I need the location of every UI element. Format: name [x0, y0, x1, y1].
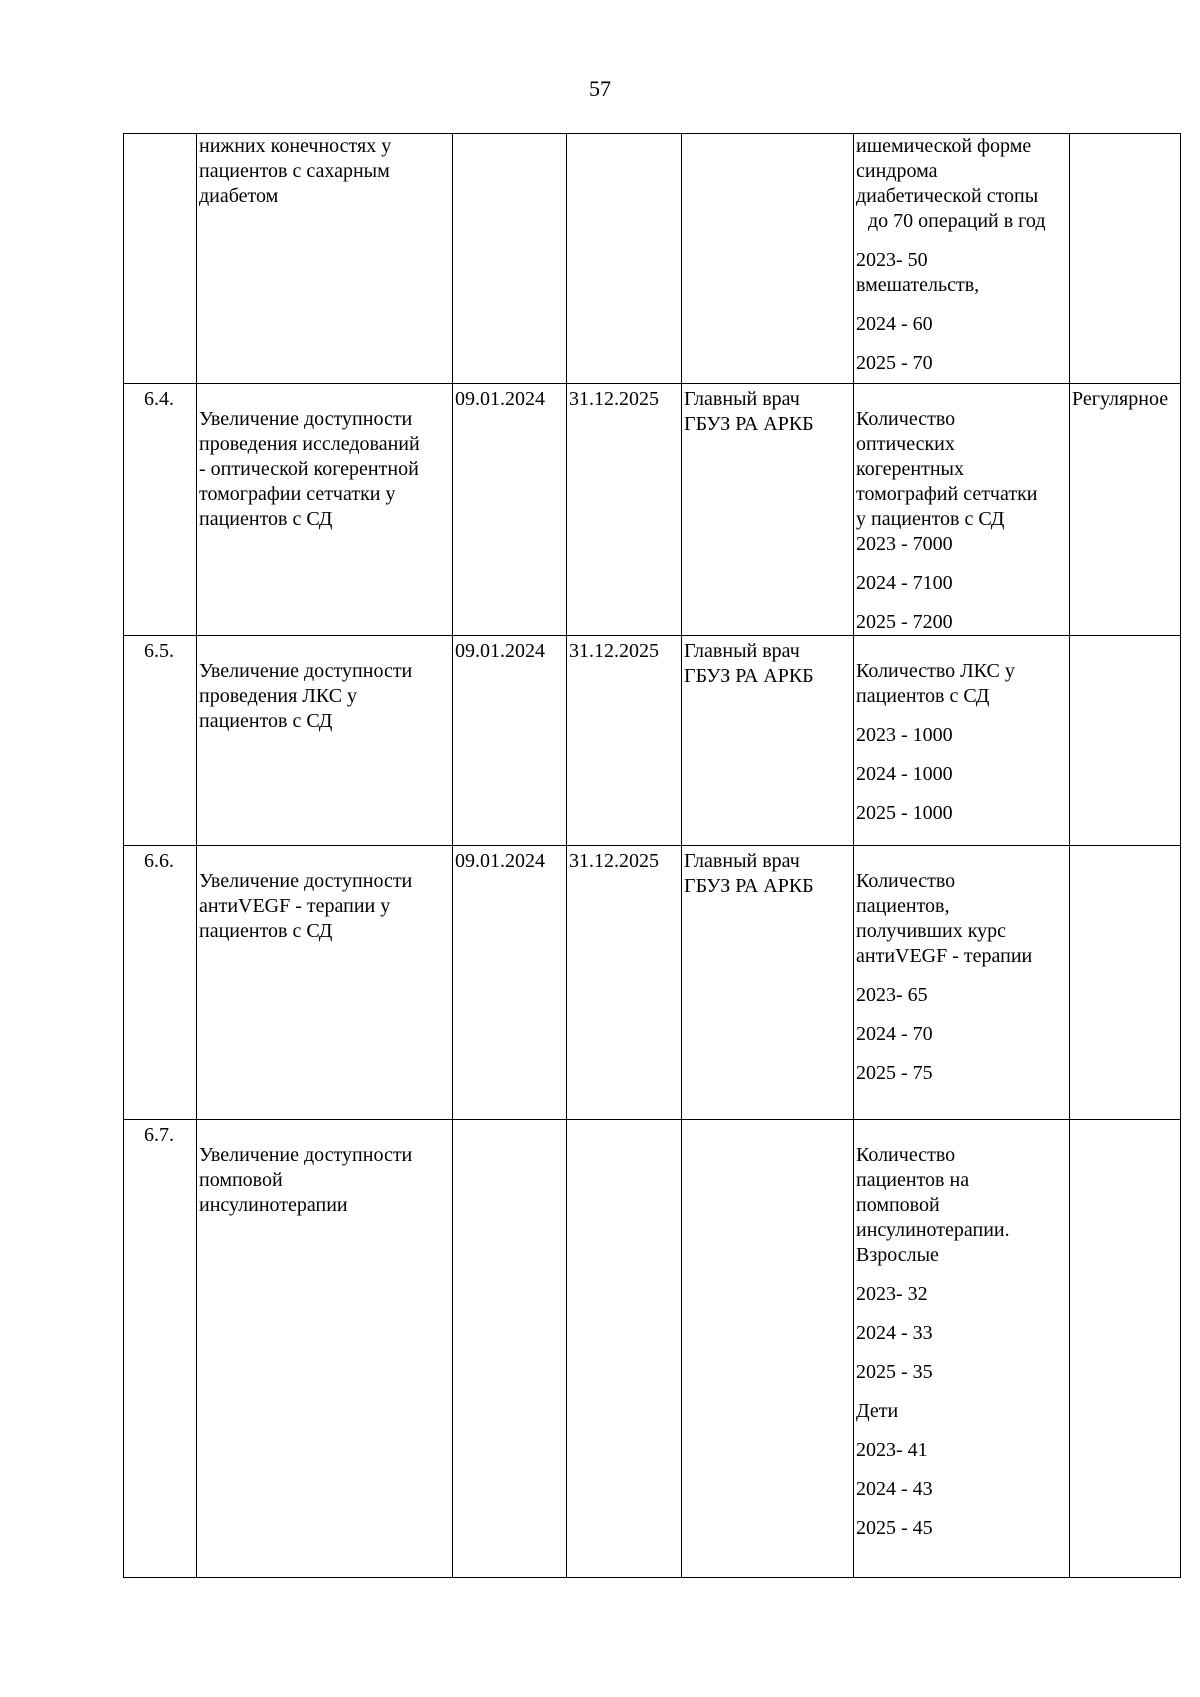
cell-description: Увеличение доступности помповой инсулинотерапии: [197, 1120, 453, 1578]
cell-end-date: [567, 134, 682, 384]
cell-start-date: 09.01.2024: [453, 384, 567, 636]
cell-num: 6.7.: [124, 1120, 197, 1578]
cell-indicator: Количество пациентов, получивших курс антиVEGF - терапии 2023- 65 2024 - 70 2025 - 75: [854, 846, 1070, 1120]
cell-end-date: 31.12.2025: [567, 636, 682, 846]
cell-start-date: [453, 1120, 567, 1578]
cell-start-date: 09.01.2024: [453, 846, 567, 1120]
cell-num: [124, 134, 197, 384]
cell-end-date: 31.12.2025: [567, 384, 682, 636]
cell-indicator: Количество ЛКС у пациентов с СД 2023 - 1000 2024 - 1000 2025 - 1000: [854, 636, 1070, 846]
page-number: 57: [589, 76, 611, 101]
cell-responsible: Главный врач ГБУЗ РА АРКБ: [682, 846, 854, 1120]
cell-description: Увеличение доступности проведения ЛКС у пациентов с СД: [197, 636, 453, 846]
cell-end-date: [567, 1120, 682, 1578]
cell-regularity: Регулярное: [1070, 384, 1181, 636]
cell-regularity: [1070, 1120, 1181, 1578]
cell-num: 6.6.: [124, 846, 197, 1120]
measures-table: [123, 133, 1181, 1578]
cell-regularity: [1070, 134, 1181, 384]
cell-regularity: [1070, 636, 1181, 846]
cell-num: 6.5.: [124, 636, 197, 846]
cell-indicator: ишемической форме синдрома диабетической стопы до 70 операций в год 2023- 50 вмешательств, 2024 - 60 2025 - 70: [854, 134, 1070, 384]
cell-description: Увеличение доступности проведения исследований - оптической когерентной томографии сетчатки у пациентов с СД: [197, 384, 453, 636]
cell-start-date: 09.01.2024: [453, 636, 567, 846]
cell-description: нижних конечностях у пациентов с сахарным диабетом: [197, 134, 453, 384]
cell-start-date: [453, 134, 567, 384]
cell-regularity: [1070, 846, 1181, 1120]
cell-indicator: Количество пациентов на помповой инсулинотерапии. Взрослые 2023- 32 2024 - 33 2025 - 35 Дети 2023- 41 2024 - 43 2025 - 45: [854, 1120, 1070, 1578]
table-row: [124, 1120, 1181, 1578]
cell-end-date: 31.12.2025: [567, 846, 682, 1120]
table-row: [124, 384, 1181, 636]
table-row: [124, 846, 1181, 1120]
cell-responsible: [682, 1120, 854, 1578]
cell-responsible: Главный врач ГБУЗ РА АРКБ: [682, 384, 854, 636]
cell-responsible: Главный врач ГБУЗ РА АРКБ: [682, 636, 854, 846]
cell-num: 6.4.: [124, 384, 197, 636]
table-row: [124, 636, 1181, 846]
cell-responsible: [682, 134, 854, 384]
table-row-continuation: [124, 134, 1181, 384]
cell-description: Увеличение доступности антиVEGF - терапии у пациентов с СД: [197, 846, 453, 1120]
cell-indicator: Количество оптических когерентных томографий сетчатки у пациентов с СД 2023 - 7000 2024 - 7100 2025 - 7200: [854, 384, 1070, 636]
